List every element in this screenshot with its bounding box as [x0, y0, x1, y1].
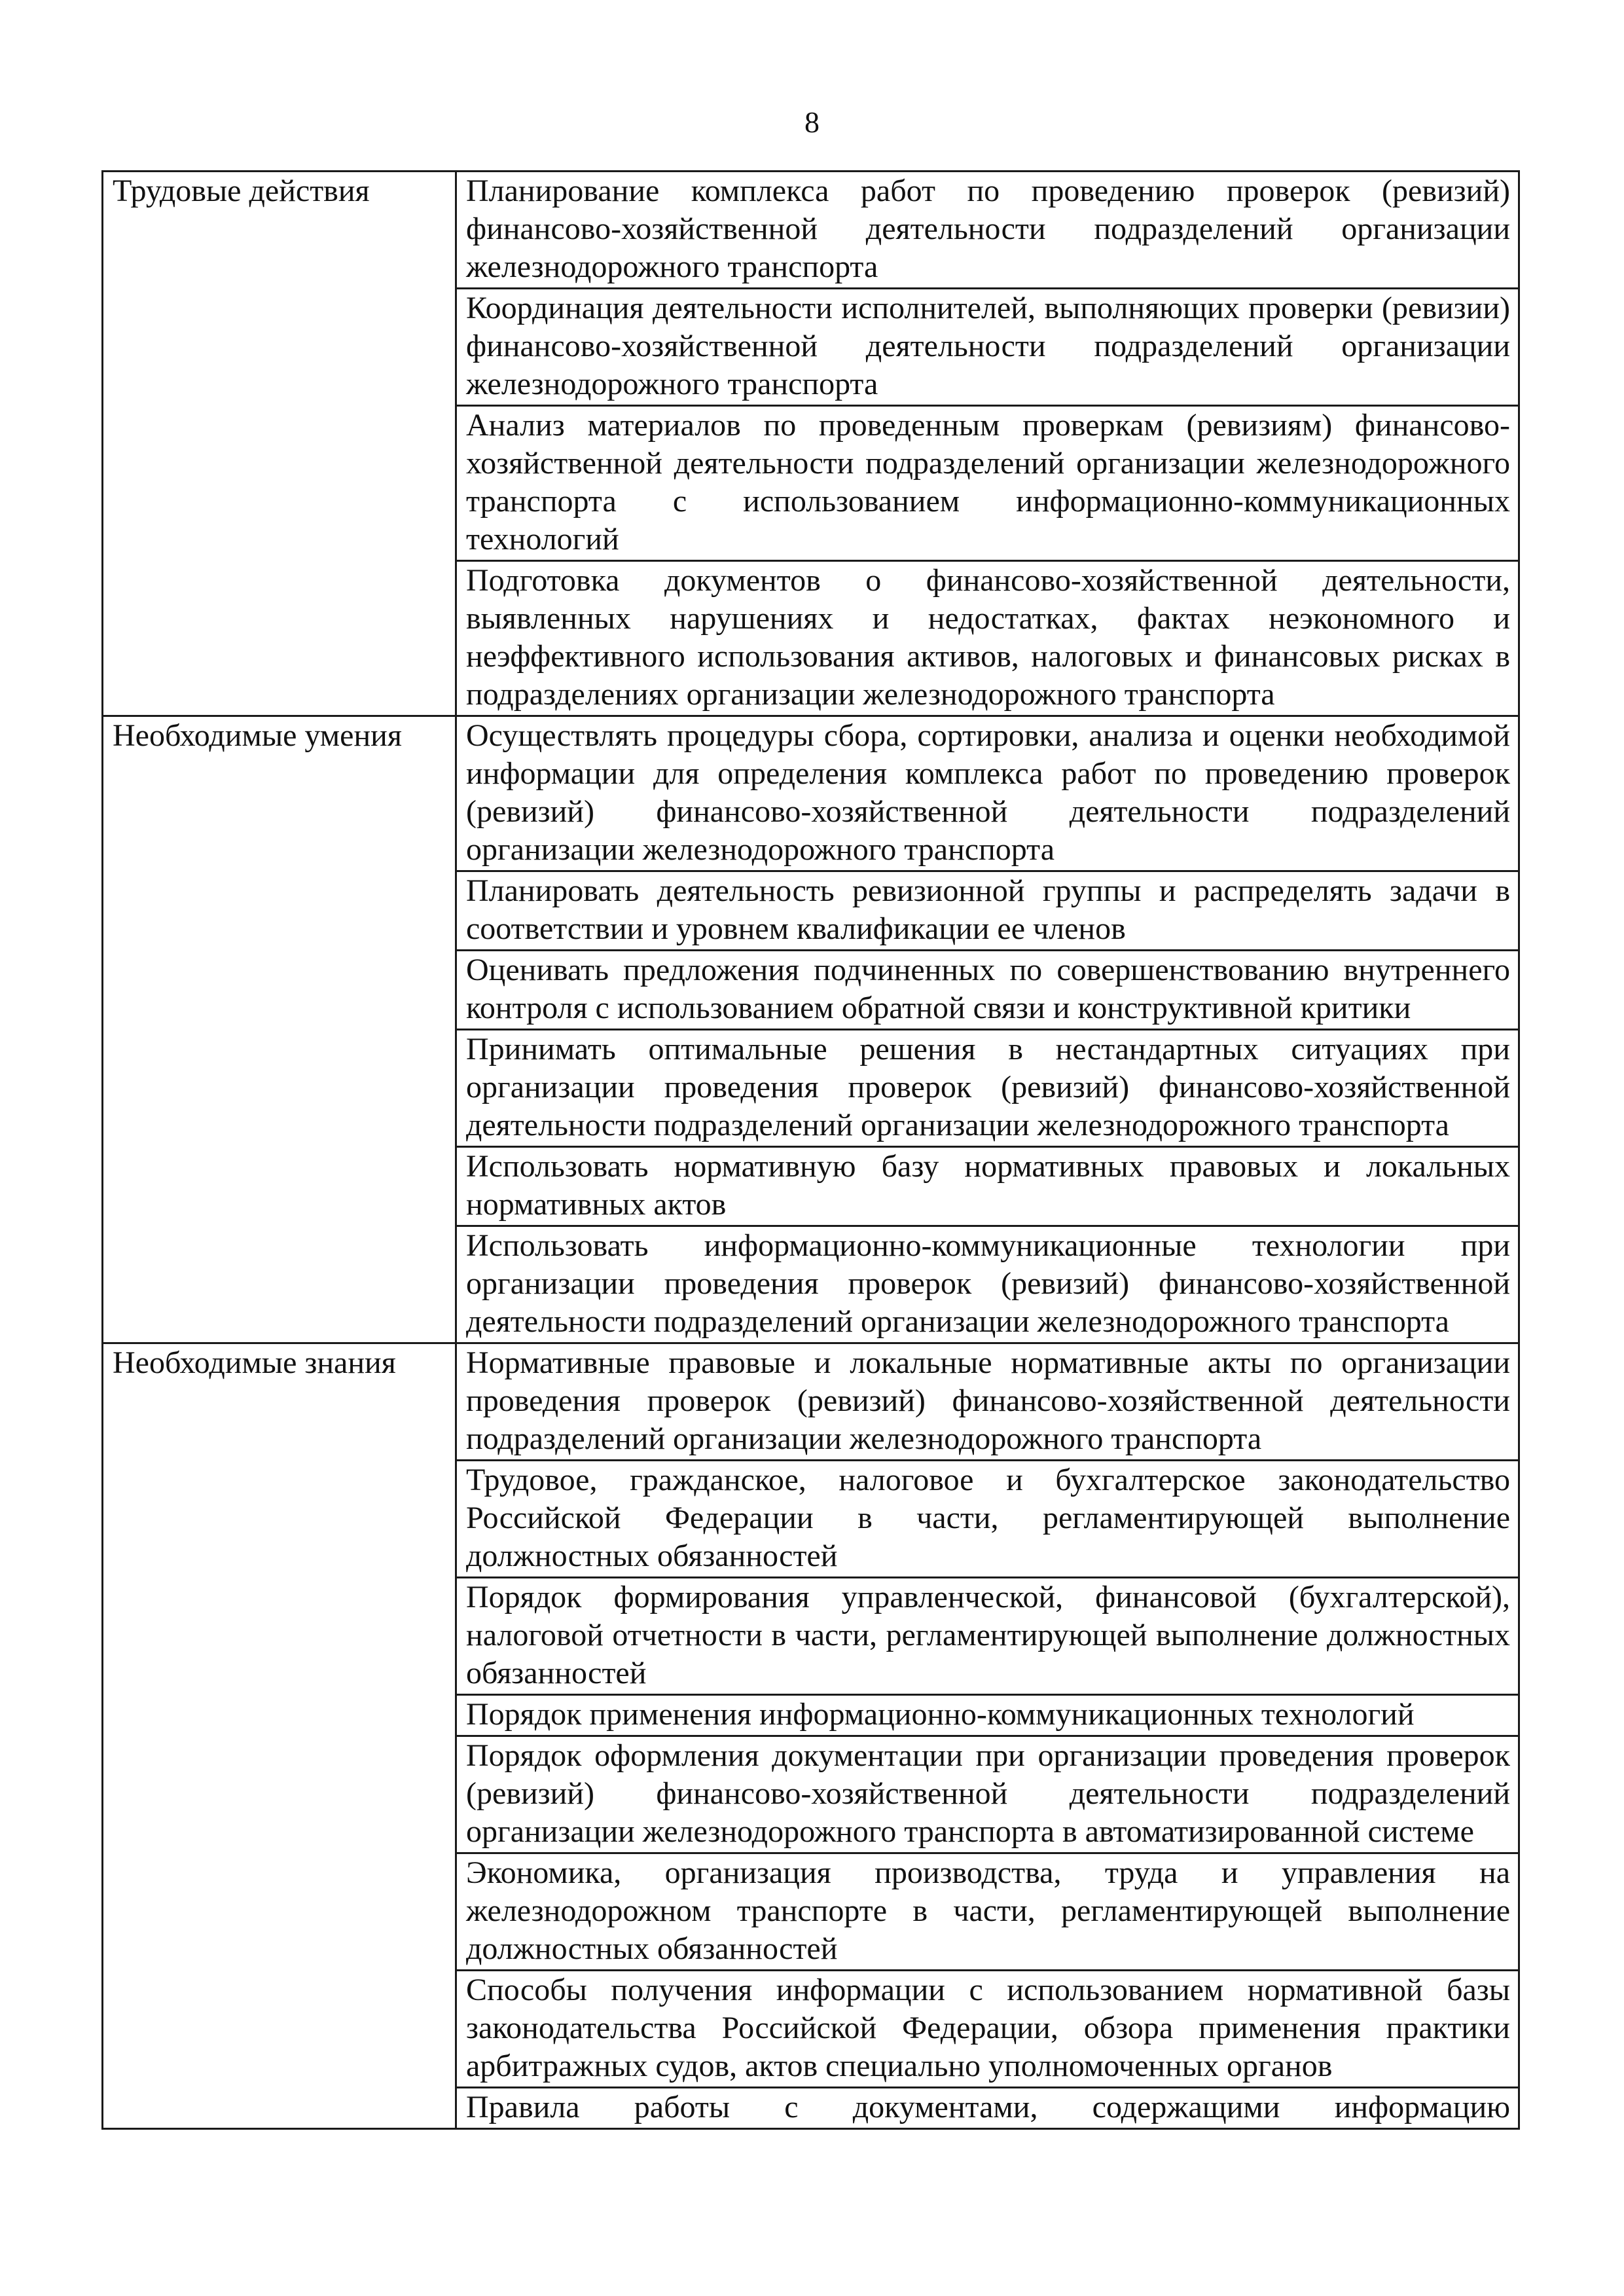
- labor-action-item: Координация деятельности исполнителей, выполняющих проверки (ревизии) финансово-хозяйственной деятельности подразделений организации железнодорожного транспорта: [456, 289, 1519, 406]
- table-row: [103, 1343, 1519, 1461]
- section-label-labor-actions: Трудовые действия: [103, 172, 456, 716]
- skill-item: Использовать информационно-коммуникационные технологии при организации проведения проверок (ревизий) финансово-хозяйственной деятельности подразделений организации железнодорожного транспорта: [456, 1226, 1519, 1343]
- page-number: 8: [804, 105, 820, 139]
- knowledge-item: Нормативные правовые и локальные нормативные акты по организации проведения проверок (ревизий) финансово-хозяйственной деятельности подразделений организации железнодорожного транспорта: [456, 1343, 1519, 1461]
- table-row: [103, 172, 1519, 289]
- labor-action-item: Анализ материалов по проведенным проверкам (ревизиям) финансово-хозяйственной деятельности подразделений организации железнодорожного транспорта с использованием информационно-коммуникационных технологий: [456, 406, 1519, 561]
- competency-table: [101, 170, 1520, 2130]
- skill-item: Осуществлять процедуры сбора, сортировки, анализа и оценки необходимой информации для определения комплекса работ по проведению проверок (ревизий) финансово-хозяйственной деятельности подразделений организации железнодорожного транспорта: [456, 716, 1519, 871]
- knowledge-item: Способы получения информации с использованием нормативной базы законодательства Российской Федерации, обзора применения практики арбитражных судов, актов специально уполномоченных органов: [456, 1971, 1519, 2088]
- knowledge-item: Порядок применения информационно-коммуникационных технологий: [456, 1695, 1519, 1736]
- skill-item: Оценивать предложения подчиненных по совершенствованию внутреннего контроля с использованием обратной связи и конструктивной критики: [456, 951, 1519, 1030]
- skill-item: Планировать деятельность ревизионной группы и распределять задачи в соответствии и уровнем квалификации ее членов: [456, 871, 1519, 951]
- table-row: [103, 716, 1519, 871]
- section-label-skills: Необходимые умения: [103, 716, 456, 1343]
- knowledge-item: Трудовое, гражданское, налоговое и бухгалтерское законодательство Российской Федерации в части, регламентирующей выполнение должностных обязанностей: [456, 1461, 1519, 1578]
- labor-action-item: Планирование комплекса работ по проведению проверок (ревизий) финансово-хозяйственной деятельности подразделений организации железнодорожного транспорта: [456, 172, 1519, 289]
- section-label-knowledge: Необходимые знания: [103, 1343, 456, 2129]
- knowledge-item: Правила работы с документами, содержащими информацию: [456, 2088, 1519, 2129]
- knowledge-item: Экономика, организация производства, труда и управления на железнодорожном транспорте в части, регламентирующей выполнение должностных обязанностей: [456, 1853, 1519, 1971]
- skill-item: Принимать оптимальные решения в нестандартных ситуациях при организации проведения проверок (ревизий) финансово-хозяйственной деятельности подразделений организации железнодорожного транспорта: [456, 1030, 1519, 1147]
- knowledge-item: Порядок формирования управленческой, финансовой (бухгалтерской), налоговой отчетности в части, регламентирующей выполнение должностных обязанностей: [456, 1578, 1519, 1695]
- skill-item: Использовать нормативную базу нормативных правовых и локальных нормативных актов: [456, 1147, 1519, 1226]
- knowledge-item: Порядок оформления документации при организации проведения проверок (ревизий) финансово-хозяйственной деятельности подразделений организации железнодорожного транспорта в автоматизированной системе: [456, 1736, 1519, 1853]
- labor-action-item: Подготовка документов о финансово-хозяйственной деятельности, выявленных нарушениях и недостатках, фактах неэкономного и неэффективного использования активов, налоговых и финансовых рисках в подразделениях организации железнодорожного транспорта: [456, 561, 1519, 716]
